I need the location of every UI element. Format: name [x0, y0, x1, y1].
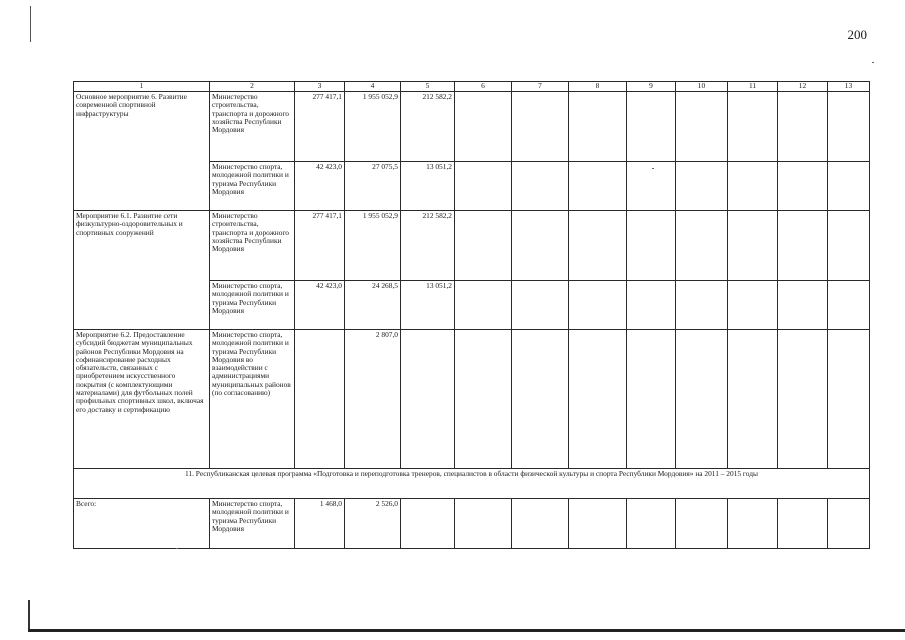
- executor-cell: Министерство спорта, молодежной политики и туризма Республики Мордовия во взаимодействии с администрациями муниципальных районов (по согласованию): [210, 330, 295, 469]
- executor-cell: Министерство строительства, транспорта и дорожного хозяйства Республики Мордовия: [210, 211, 295, 281]
- empty-cell: [512, 281, 569, 330]
- value-col3: 277 417,1: [295, 211, 345, 281]
- value-col4: 1 955 052,9: [345, 92, 401, 162]
- column-number-row: [74, 82, 870, 92]
- budget-table: [73, 81, 870, 549]
- empty-cell: [728, 330, 778, 469]
- empty-cell: [569, 499, 627, 549]
- empty-cell: [512, 330, 569, 469]
- empty-cell: [828, 211, 870, 281]
- scan-speck: [176, 548, 178, 549]
- empty-cell: [569, 162, 627, 211]
- measure-name: Основное мероприятие 6. Развитие современной спортивной инфраструктуры: [74, 92, 210, 211]
- empty-cell: [778, 499, 828, 549]
- column-number: 2: [210, 82, 295, 92]
- empty-cell: [512, 162, 569, 211]
- column-number: 12: [778, 82, 828, 92]
- table-row: [74, 330, 870, 469]
- empty-cell: [728, 281, 778, 330]
- scan-edge-bar: [28, 600, 30, 632]
- column-number: 13: [828, 82, 870, 92]
- empty-cell: [828, 281, 870, 330]
- scan-speck: [652, 168, 654, 169]
- empty-cell: [728, 499, 778, 549]
- value-col5: [401, 330, 455, 469]
- scan-speck: [872, 62, 874, 63]
- value-col4: 24 268,5: [345, 281, 401, 330]
- empty-cell: [569, 211, 627, 281]
- empty-cell: [627, 92, 676, 162]
- value-col4: 1 955 052,9: [345, 211, 401, 281]
- empty-cell: [778, 211, 828, 281]
- page-number: 200: [847, 27, 867, 42]
- measure-name: Мероприятие 6.1. Развитие сети физкультурно-оздоровительных и спортивных сооружений: [74, 211, 210, 330]
- empty-cell: [778, 92, 828, 162]
- value-col5: 212 582,2: [401, 92, 455, 162]
- scan-edge-mark: [30, 6, 31, 42]
- empty-cell: [455, 499, 512, 549]
- total-row: [74, 499, 870, 549]
- empty-cell: [828, 92, 870, 162]
- value-col5: [401, 499, 455, 549]
- column-number: 10: [676, 82, 728, 92]
- executor-cell: Министерство строительства, транспорта и дорожного хозяйства Республики Мордовия: [210, 92, 295, 162]
- empty-cell: [455, 281, 512, 330]
- empty-cell: [676, 162, 728, 211]
- executor-cell: Министерство спорта, молодежной политики и туризма Республики Мордовия: [210, 162, 295, 211]
- column-number: 9: [627, 82, 676, 92]
- empty-cell: [828, 499, 870, 549]
- empty-cell: [569, 330, 627, 469]
- total-label: Всего:: [74, 499, 210, 549]
- value-col3: 42 423,0: [295, 281, 345, 330]
- section-row: [74, 469, 870, 499]
- empty-cell: [728, 92, 778, 162]
- column-number: 5: [401, 82, 455, 92]
- value-col4: 2 807,0: [345, 330, 401, 469]
- value-col3: 42 423,0: [295, 162, 345, 211]
- empty-cell: [455, 211, 512, 281]
- column-number: 8: [569, 82, 627, 92]
- scan-bottom-edge: [28, 629, 905, 632]
- column-number: 6: [455, 82, 512, 92]
- table-row: [74, 92, 870, 162]
- empty-cell: [828, 162, 870, 211]
- section-title: 11. Республиканская целевая программа «Подготовка и переподготовка тренеров, специалистов в области физической культуры и спорта Республики Мордовия» на 2011 – 2015 годы: [74, 469, 870, 499]
- value-col5: 13 051,2: [401, 162, 455, 211]
- value-col4: 27 075,5: [345, 162, 401, 211]
- measure-name: Мероприятие 6.2. Предоставление субсидий бюджетам муниципальных районов Республики Мордовия на софинансирование расходных обязательств, связанных с приобретением искусственного покрытия (с комплектующими материалами) для футбольных полей профильных спортивных школ, включая его доставку и сертификацию: [74, 330, 210, 469]
- empty-cell: [676, 330, 728, 469]
- empty-cell: [627, 162, 676, 211]
- empty-cell: [569, 92, 627, 162]
- empty-cell: [512, 92, 569, 162]
- empty-cell: [455, 92, 512, 162]
- empty-cell: [778, 162, 828, 211]
- empty-cell: [728, 211, 778, 281]
- empty-cell: [676, 211, 728, 281]
- empty-cell: [455, 330, 512, 469]
- empty-cell: [676, 499, 728, 549]
- empty-cell: [512, 499, 569, 549]
- table-row: [74, 211, 870, 281]
- value-col5: 13 051,2: [401, 281, 455, 330]
- empty-cell: [676, 281, 728, 330]
- empty-cell: [627, 499, 676, 549]
- column-number: 3: [295, 82, 345, 92]
- empty-cell: [627, 330, 676, 469]
- empty-cell: [512, 211, 569, 281]
- column-number: 4: [345, 82, 401, 92]
- empty-cell: [455, 162, 512, 211]
- empty-cell: [569, 281, 627, 330]
- value-col3: [295, 330, 345, 469]
- value-col3: 277 417,1: [295, 92, 345, 162]
- value-col5: 212 582,2: [401, 211, 455, 281]
- value-col3: 1 468,0: [295, 499, 345, 549]
- column-number: 7: [512, 82, 569, 92]
- empty-cell: [778, 281, 828, 330]
- executor-cell: Министерство спорта, молодежной политики и туризма Республики Мордовия: [210, 499, 295, 549]
- empty-cell: [728, 162, 778, 211]
- empty-cell: [627, 281, 676, 330]
- column-number: 1: [74, 82, 210, 92]
- empty-cell: [627, 211, 676, 281]
- column-number: 11: [728, 82, 778, 92]
- empty-cell: [828, 330, 870, 469]
- value-col4: 2 526,0: [345, 499, 401, 549]
- empty-cell: [778, 330, 828, 469]
- empty-cell: [676, 92, 728, 162]
- executor-cell: Министерство спорта, молодежной политики и туризма Республики Мордовия: [210, 281, 295, 330]
